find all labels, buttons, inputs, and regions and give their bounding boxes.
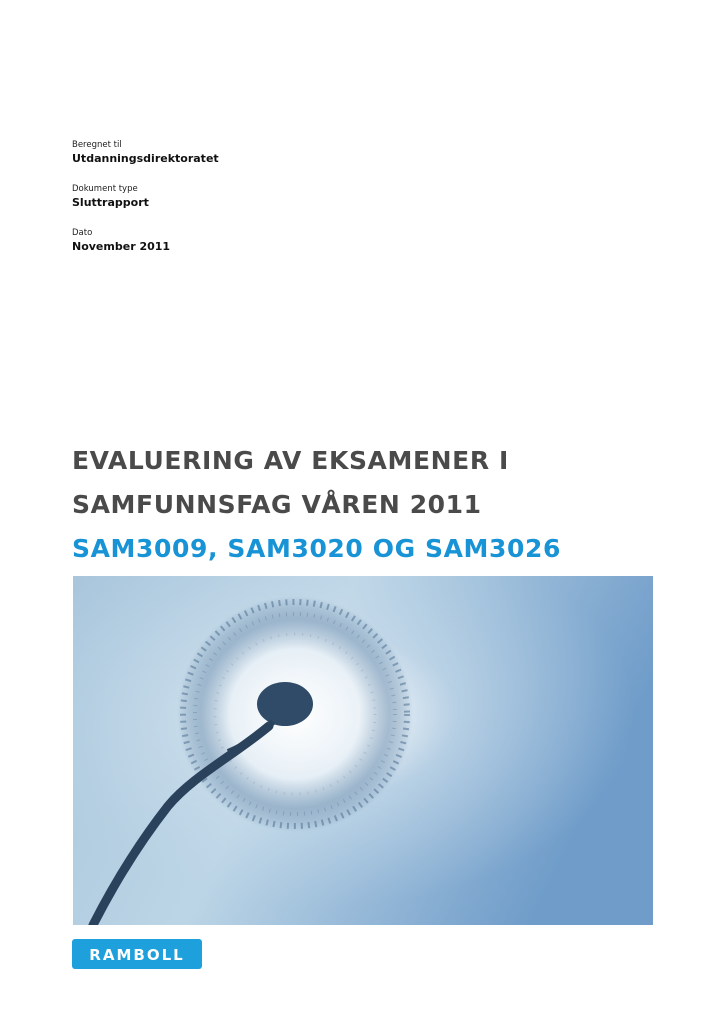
document-title-line-1: EVALUERING AV EKSAMENER I (72, 446, 509, 475)
ramboll-logo (72, 939, 202, 969)
meta-recipient (72, 140, 219, 166)
logo-text: RAMBOLL (89, 946, 185, 964)
recipient-label: Beregnet til (72, 140, 122, 150)
recipient-value: Utdanningsdirektoratet (72, 152, 219, 165)
doctype-label: Dokument type (72, 184, 138, 194)
document-subtitle: SAM3009, SAM3020 OG SAM3026 (72, 534, 562, 563)
meta-doctype (72, 184, 149, 210)
date-value: November 2011 (72, 240, 171, 253)
meta-date (72, 228, 170, 254)
date-label: Dato (72, 228, 93, 238)
dandelion-photo (73, 576, 653, 925)
doctype-value: Sluttrapport (72, 196, 149, 209)
document-title-line-2: SAMFUNNSFAG VÅREN 2011 (72, 490, 482, 519)
